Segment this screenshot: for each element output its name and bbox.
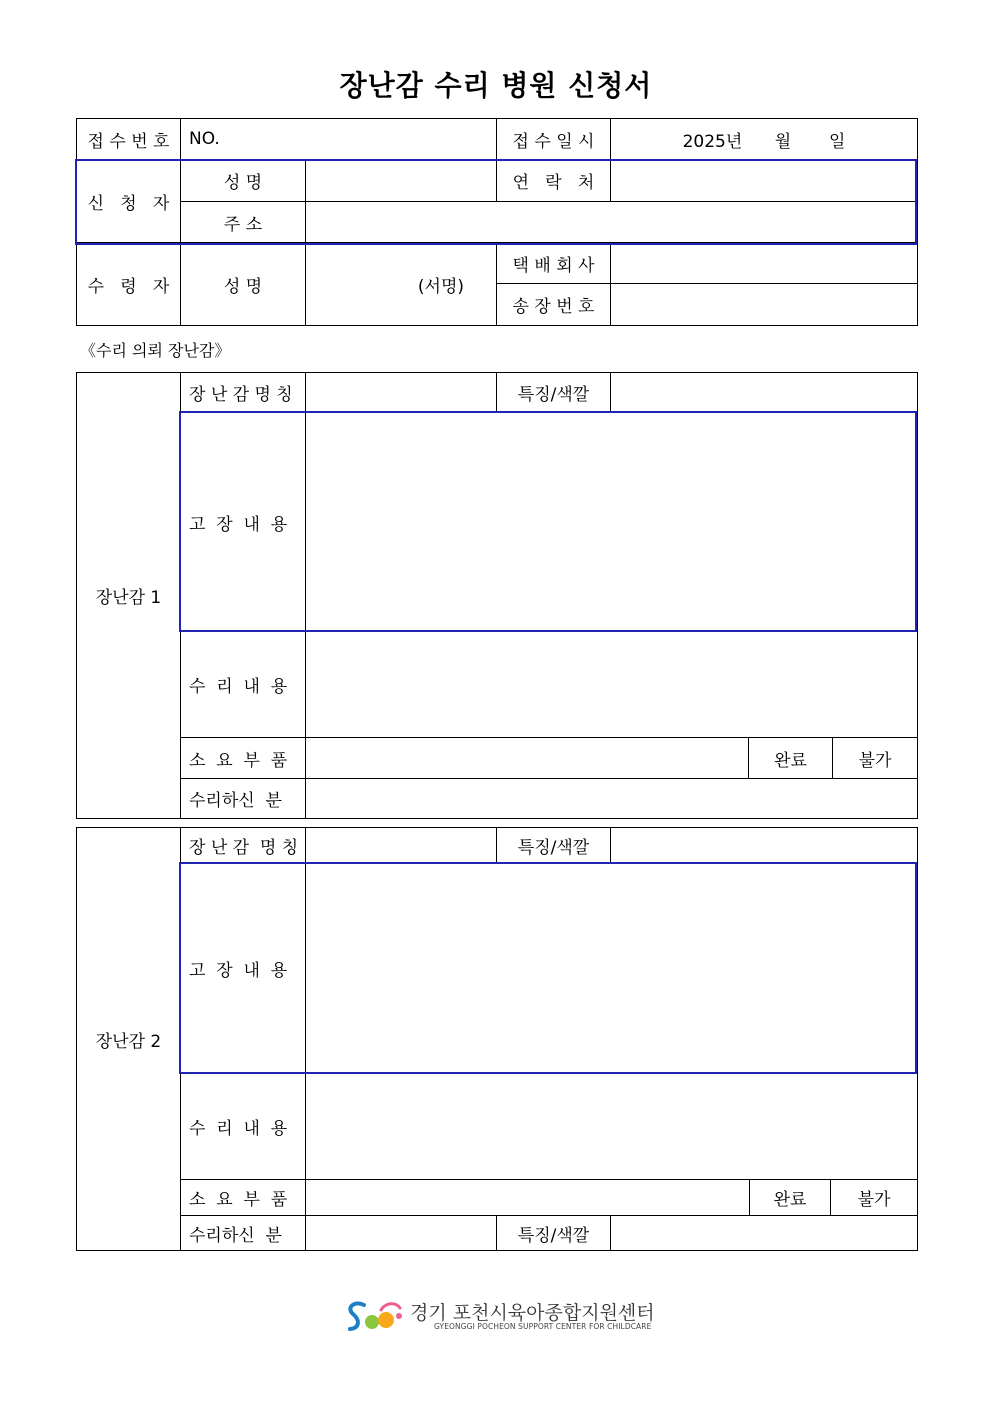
toy2-impossible-option[interactable]: 불가 bbox=[831, 1180, 918, 1216]
toy2-name-label: 장 난 감 명 칭 bbox=[181, 828, 306, 864]
toy1-name-label: 장 난 감 명 칭 bbox=[181, 373, 306, 413]
toy2-parts-field[interactable] bbox=[306, 1180, 750, 1216]
toy1-label: 장난감 1 bbox=[77, 373, 181, 819]
receiver-signature-field[interactable] bbox=[306, 243, 497, 326]
toy2-repair-field[interactable] bbox=[306, 1074, 918, 1180]
courier-field[interactable] bbox=[611, 243, 918, 284]
toy1-parts-label: 소 요 부 품 bbox=[181, 738, 306, 779]
invoice-field[interactable] bbox=[611, 284, 918, 326]
receipt-date-field[interactable]: 2025년 월 일 bbox=[611, 119, 918, 160]
signature-label: (서명) bbox=[417, 276, 464, 297]
receiver-label: 수 령 자 bbox=[77, 243, 181, 326]
receipt-date-label: 접 수 일 시 bbox=[497, 119, 611, 160]
toy2-feature-label: 특징/색깔 bbox=[497, 828, 611, 864]
center-logo bbox=[344, 1296, 654, 1338]
toy2-repairer-field[interactable] bbox=[306, 1216, 497, 1251]
toy2-defect-field[interactable] bbox=[306, 864, 918, 1074]
toy2-repairer-feature-field[interactable] bbox=[611, 1216, 918, 1251]
toy1-impossible-option[interactable]: 불가 bbox=[833, 738, 918, 779]
contact-field[interactable] bbox=[611, 160, 918, 202]
toy2-label: 장난감 2 bbox=[77, 828, 181, 1251]
toy2-repairer-feature-label: 특징/색깔 bbox=[497, 1216, 611, 1251]
toy1-parts-field[interactable] bbox=[306, 738, 749, 779]
toy2-name-field[interactable] bbox=[306, 828, 497, 864]
toy2-defect-label: 고 장 내 용 bbox=[181, 864, 306, 1074]
center-name-english: GYEONGGI POCHEON SUPPORT CENTER FOR CHILDCARE bbox=[434, 1322, 652, 1331]
toy1-repairer-label: 수리하신 분 bbox=[181, 779, 306, 819]
contact-label: 연 락 처 bbox=[497, 160, 611, 202]
toy1-table bbox=[76, 372, 918, 819]
toy2-parts-label: 소 요 부 품 bbox=[181, 1180, 306, 1216]
toy2-repairer-label: 수리하신 분 bbox=[181, 1216, 306, 1251]
address-field[interactable] bbox=[306, 202, 918, 243]
receiver-name-label: 성 명 bbox=[181, 243, 306, 326]
toy1-defect-label: 고 장 내 용 bbox=[181, 413, 306, 632]
applicant-label: 신 청 자 bbox=[77, 160, 181, 243]
toy2-repair-label: 수 리 내 용 bbox=[181, 1074, 306, 1180]
receipt-no-label: 접 수 번 호 bbox=[77, 119, 181, 160]
applicant-name-field[interactable] bbox=[306, 160, 497, 202]
toy2-complete-option[interactable]: 완료 bbox=[750, 1180, 831, 1216]
toy1-name-field[interactable] bbox=[306, 373, 497, 413]
center-logo-icon bbox=[344, 1296, 406, 1336]
courier-label: 택 배 회 사 bbox=[497, 243, 611, 284]
toy1-repair-field[interactable] bbox=[306, 632, 918, 738]
toy1-repairer-field[interactable] bbox=[306, 779, 918, 819]
center-name-korean: 경기 포천시육아종합지원센터 bbox=[410, 1302, 655, 1324]
section-title: 《수리 의뢰 장난감》 bbox=[80, 341, 231, 360]
toy1-feature-label: 특징/색깔 bbox=[497, 373, 611, 413]
applicant-info-table bbox=[76, 118, 918, 326]
receipt-no-field[interactable]: NO. bbox=[181, 119, 497, 160]
toy2-table bbox=[76, 827, 918, 1251]
toy1-defect-field[interactable] bbox=[306, 413, 918, 632]
toy1-repair-label: 수 리 내 용 bbox=[181, 632, 306, 738]
page-title: 장난감 수리 병원 신청서 bbox=[339, 69, 653, 102]
address-label: 주 소 bbox=[181, 202, 306, 243]
toy2-feature-field[interactable] bbox=[611, 828, 918, 864]
invoice-label: 송 장 번 호 bbox=[497, 284, 611, 326]
toy1-feature-field[interactable] bbox=[611, 373, 918, 413]
applicant-name-label: 성 명 bbox=[181, 160, 306, 202]
toy1-complete-option[interactable]: 완료 bbox=[749, 738, 833, 779]
